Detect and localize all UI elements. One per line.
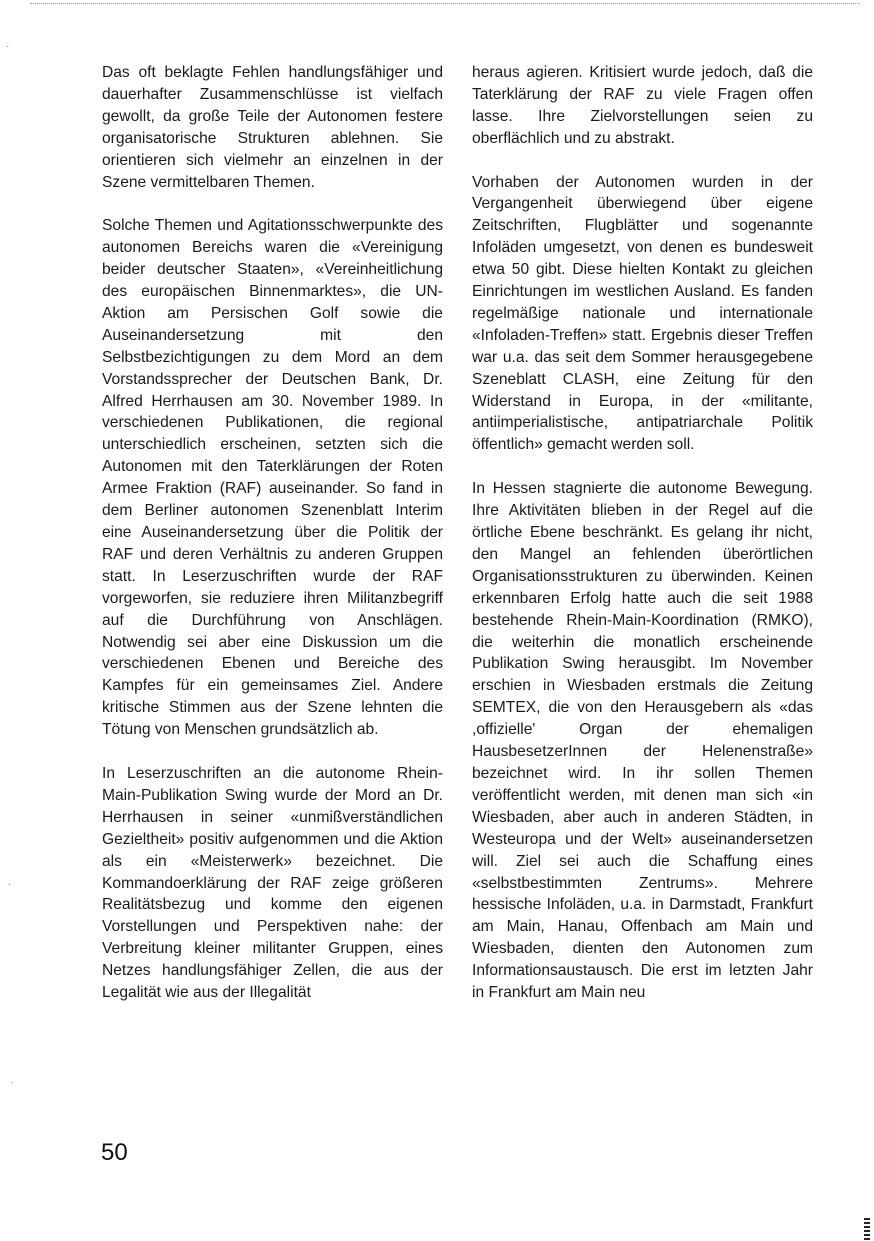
right-paragraph-1: heraus agieren. Kritisiert wurde jedoch, daß die Taterklärung der RAF zu viele Fragen offen lasse. Ihre Zielvorstellungen seien zu oberflächlich und zu abstrakt. [472,64,813,147]
right-paragraph-3: In Hessen stagnierte die autonome Bewegung. Ihre Aktivitäten blieben in der Regel auf die örtliche Ebene beschränkt. Es gelang ihr nicht, den Mangel an fehlenden überörtlichen Organisationsstrukturen zu überwinden. Keinen erkennbaren Erfolg hatte auch die seit 1988 bestehende Rhein-Main-Koordination (RMKO), die weiterhin die monatlich erscheinende Publikation Swing herausgibt. Im November erschien in Wiesbaden erstmals die Zeitung SEMTEX, die von den Herausgebern als «das ,offizielle' Organ der ehemaligen HausbesetzerInnen der Helenenstraße» bezeichnet wird. In ihr sollen Themen veröffentlicht werden, mit denen man sich «in Wiesbaden, aber auch in anderen Städten, in Westeuropa und der Welt» auseinandersetzen will. Ziel sei auch die Schaffung eines «selbstbestimmten Zentrums». Mehrere hessische Infoläden, u.a. in Darmstadt, Frankfurt am Main, Hanau, Offenbach am Main und Wiesbaden, dienten den Autonomen zum Informationsaustausch. Die erst im letzten Jahr in Frankfurt am Main neu [472,480,813,1002]
top-border-rule [30,3,860,4]
right-text-column [472,62,813,1004]
scan-speck: · [6,41,10,52]
right-paragraph-2: Vorhaben der Autonomen wurden in der Vergangenheit überwiegend über eigene Zeitschriften, Flugblätter und sogenannte Infoläden umgesetzt, von denen es bundesweit etwa 50 gibt. Diese hielten Kontakt zu gleichen Einrichtungen im westlichen Ausland. Es fanden regelmäßige nationale und internationale «Infoladen-Treffen» statt. Ergebnis dieser Treffen war u.a. das seit dem Sommer herausgegebene Szeneblatt CLASH, eine Zeitung für den Widerstand in Europa, in der «militante, antiimperialistische, antipatriarchale Politik öffentlich» gemacht werden soll. [472,173,813,454]
left-paragraph-1: Das oft beklagte Fehlen handlungsfähiger und dauerhafter Zusammenschlüsse ist vielfach gewollt, da große Teile der Autonomen festere organisatorische Strukturen ablehnen. Sie orientieren sich vielmehr an einzelnen in der Szene vermittelbaren Themen. [102,64,443,191]
scan-edge-mark [864,1218,870,1240]
left-text-column [102,62,443,1004]
scan-speck: · [10,1077,14,1088]
scan-speck: · [8,879,12,890]
page-number: 50 [101,1139,128,1166]
left-paragraph-2: Solche Themen und Agitationsschwerpunkte des autonomen Bereichs waren die «Vereinigung beider deutscher Staaten», «Vereinheitlichung des europäischen Binnenmarktes», die UN-Aktion am Persischen Golf sowie die Auseinandersetzung mit den Selbstbezichtigungen zu dem Mord an dem Vorstandssprecher der Deutschen Bank, Dr. Alfred Herrhausen am 30. November 1989. In verschiedenen Publikationen, die regional unterschiedlich erscheinen, setzten sich die Autonomen mit den Taterklärungen der Roten Armee Fraktion (RAF) auseinander. So fand in dem Berliner autonomen Szenenblatt Interim eine Auseinandersetzung über die Politik der RAF und deren Verhältnis zu anderen Gruppen statt. In Leserzuschriften wurde der RAF vorgeworfen, sie reduziere ihren Militanzbegriff auf die Durchführung von Anschlägen. Notwendig sei aber eine Diskussion um die verschiedenen Ebenen und Bereiche des Kampfes für ein gemeinsames Ziel. Andere kritische Stimmen aus der Szene lehnten die Tötung von Menschen grundsätzlich ab. [102,217,443,739]
left-paragraph-3: In Leserzuschriften an die autonome Rhein-Main-Publikation Swing wurde der Mord an Dr. Herrhausen in seiner «unmißverständlichen Gezieltheit» positiv aufgenommen und die Aktion als ein «Meisterwerk» bezeichnet. Die Kommandoerklärung der RAF zeige größeren Realitätsbezug und komme den eigenen Vorstellungen und Perspektiven nahe: der Verbreitung kleiner militanter Gruppen, eines Netzes handlungsfähiger Zellen, die aus der Legalität wie aus der Illegalität [102,764,443,1002]
